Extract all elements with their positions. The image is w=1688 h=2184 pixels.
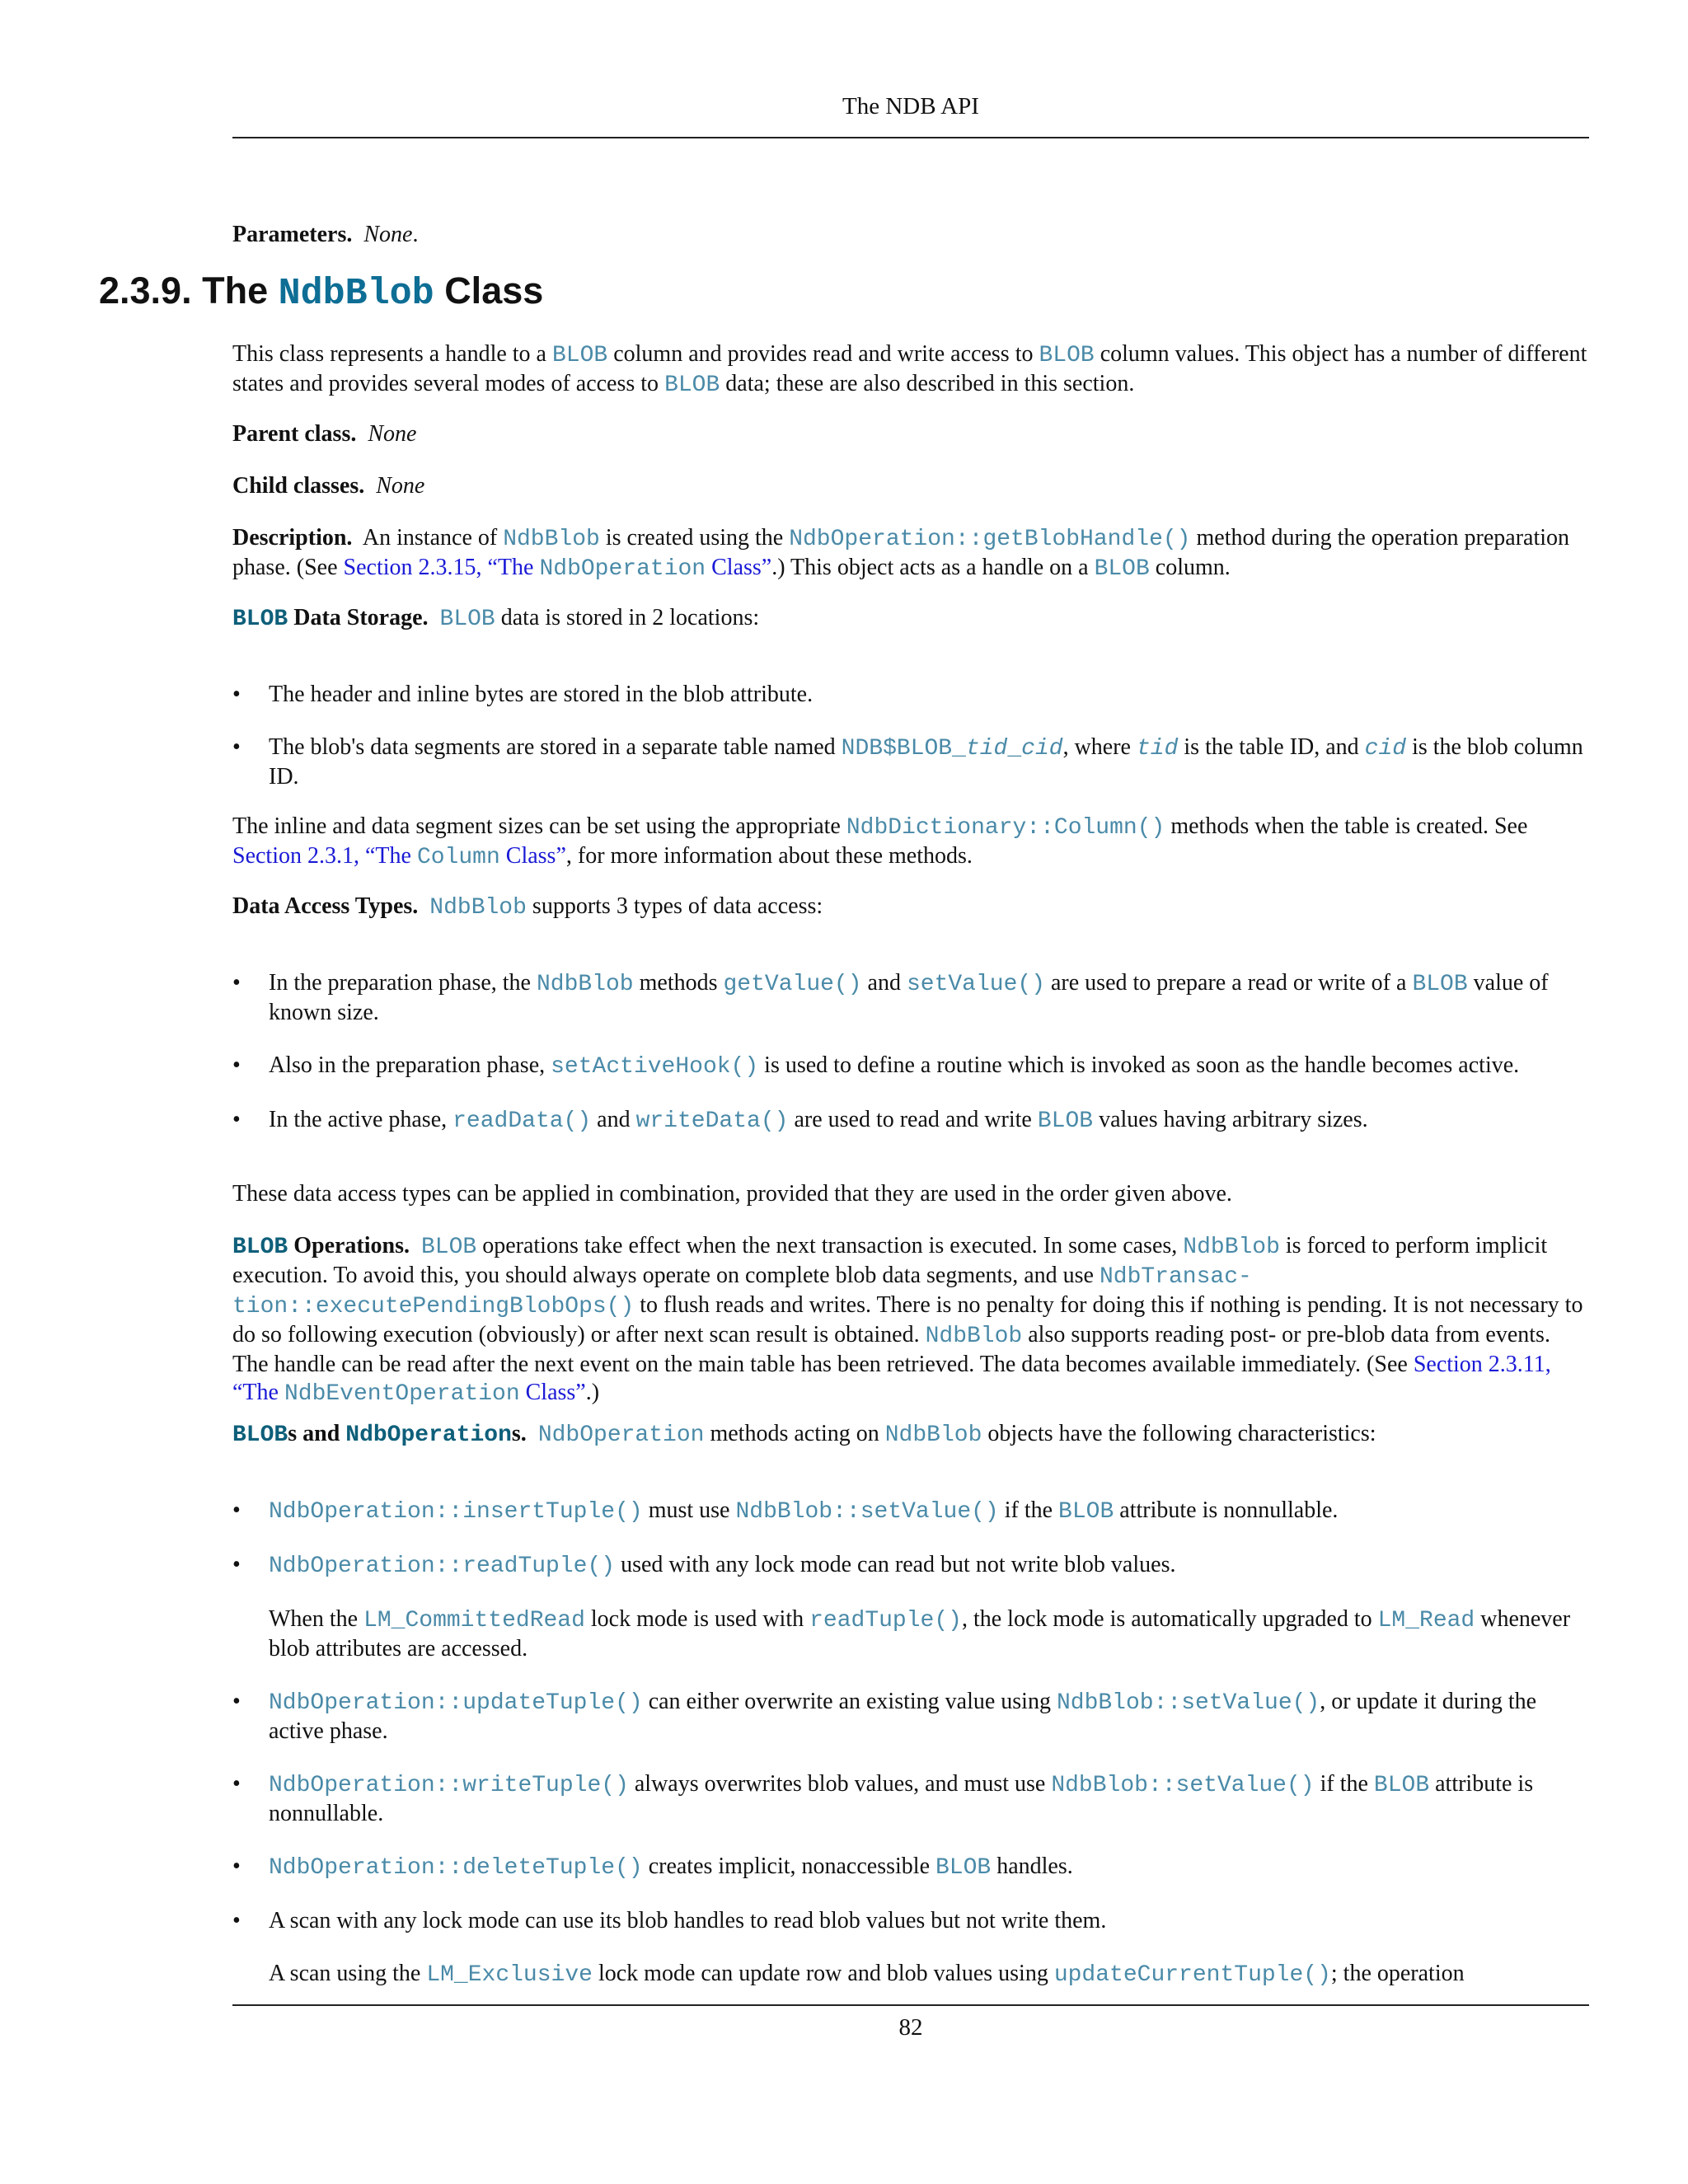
- section-class-word: Class: [444, 269, 544, 312]
- text: This class represents a handle to a: [232, 341, 546, 367]
- list-item-subparagraph: A scan using the LM_Exclusive lock mode can update row and blob values using updateCurrentTuple(); the operation: [269, 1961, 1465, 1988]
- text: column values. This object has a number of different states and provides several modes of access to: [232, 341, 1587, 396]
- access-heading-paragraph: Data Access Types. NdbBlob supports 3 types of data access:: [232, 893, 823, 921]
- operations-paragraph: BLOB Operations. BLOB operations take effect when the next transaction is executed. In some cases, NdbBlob is forced to perform implicit execution. To avoid this, you should always operate on complete blob data segments, and use NdbTransaction::executePendingBlobOps() to flush reads and writes. There is no penalty for doing this if nothing is pending. It is not necessary to do so following execution (obviously) or after next scan result is obtained. NdbBlob also supports reading post- or pre-blob data from events. The handle can be read after the next event on the main table has been retrieved. The data becomes available immediately. (See Section 2.3.11, “The NdbEventOperation Class”.): [232, 1233, 1583, 1407]
- intro-paragraph: [232, 340, 1589, 400]
- list-item: • A scan with any lock mode can use its blob handles to read blob values but not write them. A scan using the LM_Exclusive lock mode can update row and blob values using updateCurrentTuple(); the operation: [232, 1907, 1589, 1990]
- text: column and provides read and write access to: [613, 341, 1034, 367]
- description-paragraph: [232, 524, 1589, 583]
- code-ndbblob: NdbBlob: [503, 527, 600, 552]
- storage-list: [232, 681, 1589, 791]
- list-item-subparagraph: When the LM_CommittedRead lock mode is used with readTuple(), the lock mode is automatically upgraded to LM_Read whenever blob attributes are accessed.: [269, 1606, 1571, 1661]
- parent-class-value: None: [368, 421, 417, 447]
- list-item: • NdbOperation::writeTuple() always overwrites blob values, and must use NdbBlob::setValue() if the BLOB attribute is nonnullable.: [232, 1770, 1589, 1828]
- parent-class-line: [232, 420, 1589, 448]
- code-getblobhandle: NdbOperation::getBlobHandle(): [789, 527, 1191, 552]
- list-item: • NdbOperation::readTuple() used with any lock mode can read but not write blob values. When the LM_CommittedRead lock mode is used with readTuple(), the lock mode is automatically upgraded to LM_Read whenever blob attributes are accessed.: [232, 1551, 1589, 1663]
- text: is created using the: [605, 525, 784, 551]
- operations-label-code: BLOB: [232, 1235, 288, 1260]
- access-list: [232, 969, 1589, 1136]
- text: method during the operation preparation phase. (See: [232, 525, 1570, 580]
- section-class-name: NdbBlob: [278, 273, 434, 315]
- blobops-heading-paragraph: BLOBs and NdbOperations. NdbOperation methods acting on NdbBlob objects have the following characteristics:: [232, 1421, 1376, 1448]
- text: data; these are also described in this section.: [725, 371, 1135, 396]
- sizes-paragraph: The inline and data segment sizes can be set using the appropriate NdbDictionary::Column() methods when the table is created. See Section 2.3.1, “The Column Class”, for more information about these methods.: [232, 813, 1528, 870]
- storage-label: Data Storage.: [293, 605, 429, 630]
- list-item: • The header and inline bytes are stored in the blob attribute.: [232, 681, 1589, 709]
- running-header: The NDB API: [842, 93, 979, 120]
- code-blob: BLOB: [439, 607, 495, 632]
- storage-label-code: BLOB: [232, 607, 288, 632]
- text: .) This object acts as a handle on a: [771, 555, 1089, 580]
- blobops-list: [232, 1497, 1589, 1990]
- operations-label: Operations.: [293, 1233, 410, 1258]
- section-number: 2.3.9.: [99, 269, 192, 312]
- child-classes-value: None: [376, 473, 425, 499]
- code-blob: BLOB: [551, 343, 608, 368]
- code-blob: BLOB: [1039, 343, 1095, 368]
- list-item: • NdbOperation::insertTuple() must use NdbBlob::setValue() if the BLOB attribute is nonnullable.: [232, 1497, 1589, 1526]
- code-blob: BLOB: [664, 373, 720, 398]
- list-item: • NdbOperation::deleteTuple() creates implicit, nonaccessible BLOB handles.: [232, 1853, 1589, 1882]
- text: An instance of: [362, 525, 498, 551]
- access-label: Data Access Types.: [232, 893, 419, 919]
- parent-class-label: Parent class.: [232, 421, 357, 447]
- link-ndbeventoperation-class[interactable]: Section 2.3.11, “The NdbEventOperation Class”: [232, 1352, 1551, 1407]
- section-the: The: [202, 269, 269, 312]
- storage-heading-paragraph: [232, 604, 1589, 634]
- child-classes-line: [232, 472, 1589, 500]
- section-heading: [99, 268, 543, 317]
- header-rule: [232, 137, 1589, 138]
- parameters-label: Parameters.: [232, 222, 353, 247]
- description-label: Description.: [232, 525, 353, 551]
- text: data is stored in 2 locations:: [500, 605, 760, 630]
- code-blob: BLOB: [1094, 556, 1150, 582]
- combination-paragraph: These data access types can be applied in combination, provided that they are used in the order given above.: [232, 1181, 1232, 1207]
- list-item: • In the active phase, readData() and writeData() are used to read and write BLOB values having arbitrary sizes.: [232, 1106, 1589, 1136]
- link-ndboperation-class[interactable]: Section 2.3.15, “The NdbOperation Class”: [343, 555, 772, 582]
- code-dictionary-column: NdbDictionary::Column(): [846, 815, 1165, 841]
- text: column.: [1155, 555, 1231, 580]
- list-item: • In the preparation phase, the NdbBlob methods getValue() and setValue() are used to prepare a read or write of a BLOB value of known size.: [232, 969, 1589, 1027]
- link-column-class[interactable]: Section 2.3.1, “The Column Class”: [232, 843, 566, 870]
- list-item: • Also in the preparation phase, setActiveHook() is used to define a routine which is invoked as soon as the handle becomes active.: [232, 1052, 1589, 1081]
- footer-rule: [232, 2004, 1589, 2006]
- child-classes-label: Child classes.: [232, 473, 365, 499]
- list-item: • NdbOperation::updateTuple() can either overwrite an existing value using NdbBlob::setValue(), or update it during the active phase.: [232, 1688, 1589, 1746]
- parameters-line: Parameters. None.: [232, 222, 419, 247]
- list-item: • The blob's data segments are stored in a separate table named NDB$BLOB_tid_cid, where tid is the table ID, and cid is the blob column ID.: [232, 733, 1589, 791]
- page-number: 82: [898, 2014, 923, 2041]
- parameters-value: None: [363, 222, 413, 247]
